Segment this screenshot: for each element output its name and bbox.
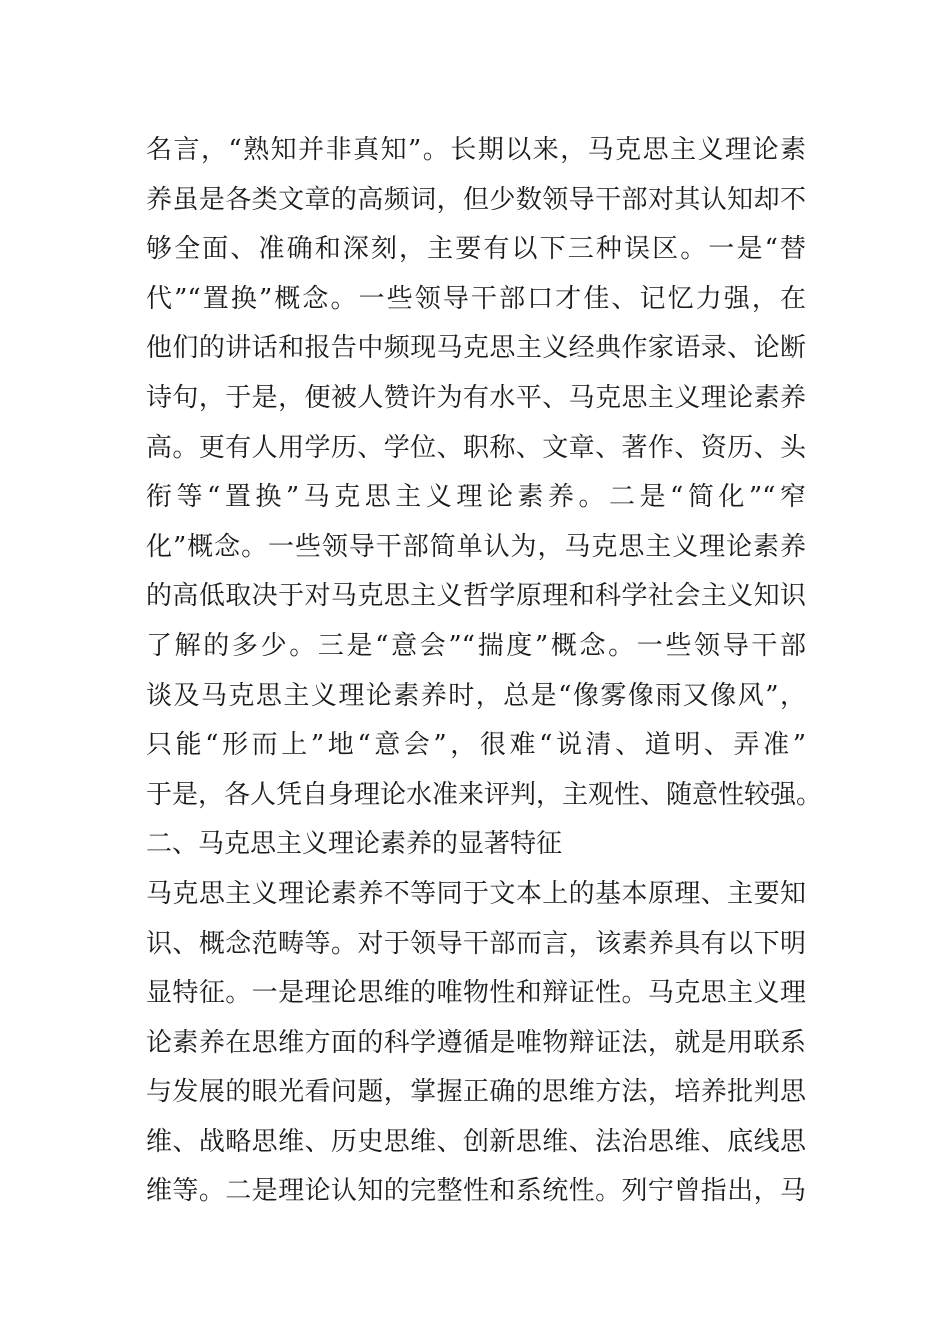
text-line: 论素养在思维方面的科学遵循是唯物辩证法，就是用联系 bbox=[146, 1027, 806, 1058]
text-line: 诗句，于是，便被人赞许为有水平、马克思主义理论素养 bbox=[146, 382, 806, 413]
text-line: 化”概念。一些领导干部简单认为，马克思主义理论素养 bbox=[146, 531, 806, 562]
document-body bbox=[146, 126, 823, 1217]
text-line: 养虽是各类文章的高频词，但少数领导干部对其认知却不 bbox=[146, 184, 806, 215]
text-line: 他们的讲话和报告中频现马克思主义经典作家语录、论断 bbox=[146, 333, 806, 364]
paragraph-characteristics bbox=[146, 870, 806, 1217]
paragraph-misconceptions bbox=[146, 126, 823, 820]
text-line: 高。更有人用学历、学位、职称、文章、著作、资历、头 bbox=[146, 432, 806, 463]
text-line: 维、战略思维、历史思维、创新思维、法治思维、底线思 bbox=[146, 1126, 806, 1157]
text-line: 于是，各人凭自身理论水准来评判，主观性、随意性较强。 bbox=[146, 779, 823, 810]
text-line: 只能“形而上”地“意会”，很难“说清、道明、弄准” bbox=[146, 730, 806, 761]
text-line: 显特征。一是理论思维的唯物性和辩证性。马克思主义理 bbox=[146, 978, 806, 1009]
section-heading: 二、马克思主义理论素养的显著特征 bbox=[146, 829, 563, 860]
text-line: 名言，“熟知并非真知”。长期以来，马克思主义理论素 bbox=[146, 135, 806, 165]
text-line: 马克思主义理论素养不等同于文本上的基本原理、主要知 bbox=[146, 878, 806, 909]
text-line: 了解的多少。三是“意会”“揣度”概念。一些领导干部 bbox=[146, 630, 806, 661]
text-line: 衔等“置换”马克思主义理论素养。二是“简化”“窄 bbox=[146, 482, 806, 513]
text-line: 代”“置换”概念。一些领导干部口才佳、记忆力强，在 bbox=[146, 283, 806, 314]
text-line: 的高低取决于对马克思主义哲学原理和科学社会主义知识 bbox=[146, 581, 806, 612]
text-line: 维等。二是理论认知的完整性和系统性。列宁曾指出，马 bbox=[146, 1176, 806, 1207]
text-line: 够全面、准确和深刻，主要有以下三种误区。一是“替 bbox=[146, 234, 806, 265]
text-line: 识、概念范畴等。对于领导干部而言，该素养具有以下明 bbox=[146, 928, 806, 959]
text-line: 谈及马克思主义理论素养时，总是“像雾像雨又像风”， bbox=[146, 680, 806, 711]
text-line: 与发展的眼光看问题，掌握正确的思维方法，培养批判思 bbox=[146, 1077, 806, 1108]
